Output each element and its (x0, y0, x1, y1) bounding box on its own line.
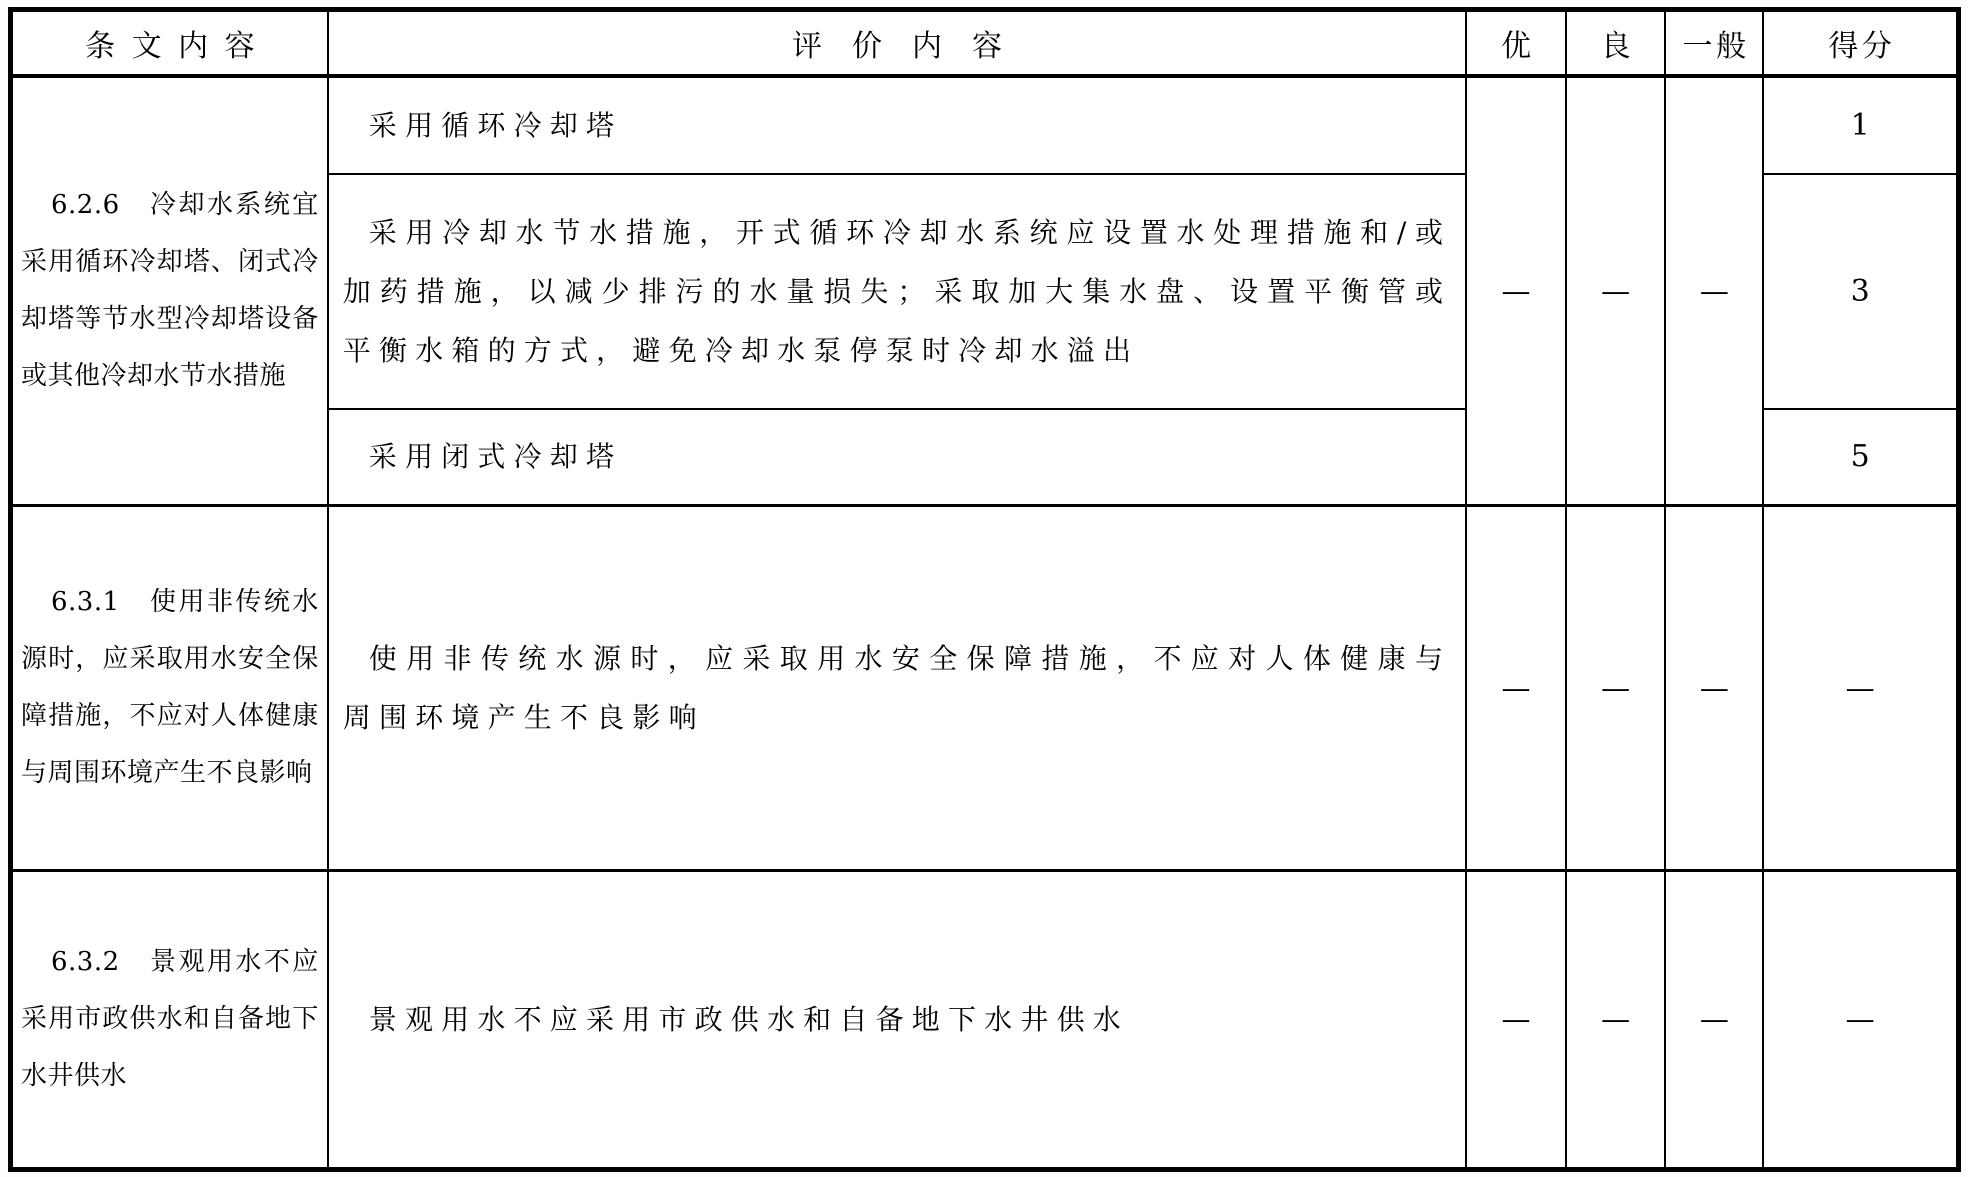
header-average: 一般 (1665, 10, 1763, 77)
eval-text-631: 使用非传统水源时，应采取用水安全保障措施，不应对人体健康与周围环境产生不良影响 (342, 641, 1452, 734)
clause-text-631: 6.3.1 使用非传统水源时，应采取用水安全保障措施，不应对人体健康与周围环境产生不良影响 (21, 586, 319, 788)
score-value: 3 (1850, 274, 1870, 309)
dash: — (1501, 1002, 1531, 1036)
clause-text-626: 6.2.6 冷却水系统宜采用循环冷却塔、闭式冷却塔等节水型冷却塔设备或其他冷却水节水措施 (21, 189, 319, 391)
header-good: 良 (1566, 10, 1666, 77)
score-cell-631 (1763, 505, 1958, 870)
dash: — (1845, 1002, 1875, 1036)
mark-excellent-632 (1466, 870, 1566, 1169)
dash: — (1699, 273, 1729, 308)
table-row-631 (11, 505, 1959, 870)
header-evaluation-content: 评价内容 (328, 10, 1466, 77)
mark-excellent-631 (1466, 505, 1566, 870)
mark-average-631 (1665, 505, 1763, 870)
mark-average-632 (1665, 870, 1763, 1169)
clause-cell-632 (11, 870, 328, 1169)
header-excellent: 优 (1466, 10, 1566, 77)
eval-cell-631 (328, 505, 1466, 870)
eval-text-626-2: 采用冷却水节水措施，开式循环冷却水系统应设置水处理措施和/或加药措施，以减少排污的水量损失；采取加大集水盘、设置平衡管或平衡水箱的方式，避免冷却水泵停泵时冷却水溢出 (342, 216, 1452, 367)
score-cell-626-1 (1763, 76, 1958, 174)
mark-average-626 (1665, 76, 1763, 505)
table-row-626-sub1 (11, 76, 1959, 174)
dash: — (1601, 670, 1631, 705)
mark-good-631 (1566, 505, 1666, 870)
eval-cell-626-2 (328, 174, 1466, 409)
eval-cell-632 (328, 870, 1466, 1169)
dash: — (1601, 273, 1631, 308)
dash: — (1699, 1002, 1729, 1036)
dash: — (1845, 670, 1875, 705)
table-row-632 (11, 870, 1959, 1169)
dash: — (1501, 670, 1531, 705)
eval-text-626-1: 采用循环冷却塔 (368, 109, 623, 142)
score-value: 5 (1850, 439, 1870, 475)
header-score: 得分 (1763, 10, 1958, 77)
dash: — (1699, 670, 1729, 705)
score-cell-632 (1763, 870, 1958, 1169)
score-cell-626-3 (1763, 409, 1958, 505)
eval-text-632: 景观用水不应采用市政供水和自备地下水井供水 (368, 1002, 1129, 1036)
score-value: 1 (1850, 108, 1870, 143)
score-cell-626-2 (1763, 174, 1958, 409)
eval-cell-626-3 (328, 409, 1466, 505)
clause-cell-631 (11, 505, 328, 870)
clause-text-632: 6.3.2 景观用水不应采用市政供水和自备地下水井供水 (21, 946, 319, 1091)
eval-cell-626-1 (328, 76, 1466, 174)
header-clause-content: 条文内容 (11, 10, 328, 77)
dash: — (1601, 1002, 1631, 1036)
dash: — (1501, 273, 1531, 308)
clause-cell-626 (11, 76, 328, 505)
header-row (11, 10, 1959, 77)
evaluation-table (8, 7, 1961, 1172)
mark-good-626 (1566, 76, 1666, 505)
mark-excellent-626 (1466, 76, 1566, 505)
eval-text-626-3: 采用闭式冷却塔 (368, 440, 623, 474)
mark-good-632 (1566, 870, 1666, 1169)
